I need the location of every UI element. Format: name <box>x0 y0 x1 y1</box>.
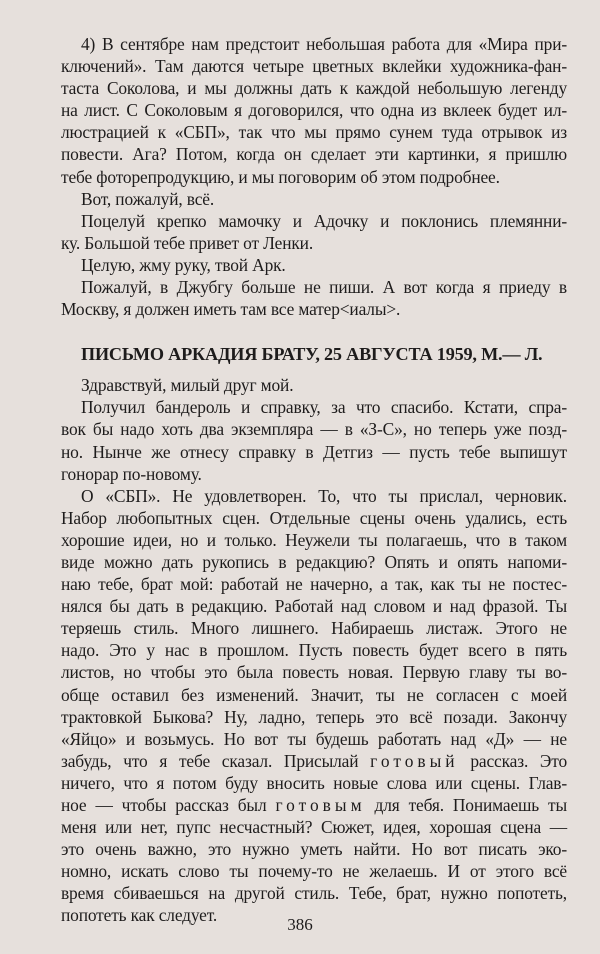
text-line: это очень важно, это нужно уметь найти. Но вот писать эко- <box>61 839 567 860</box>
text-line: повести. Ага? Потом, когда он сделает эти картинки, я пришлю <box>61 144 567 165</box>
text-line: на лист. С Соколовым я договорился, что одна из вклеек будет ил- <box>61 100 567 121</box>
letter-heading: ПИСЬМО АРКАДИЯ БРАТУ, 25 АВГУСТА 1959, М.— Л. <box>81 344 543 365</box>
text-line: обще оставил без изменений. Значит, ты не согласен с моей <box>61 684 567 705</box>
text-line: теряешь стиль. Много лишнего. Набираешь листаж. Этого не <box>61 618 567 639</box>
text-line: ку. Большой тебе привет от Ленки. <box>61 232 314 253</box>
letter-continuation <box>61 33 567 320</box>
text-line: номно, искать слово ты почему-то не желаешь. И от этого всё <box>61 861 567 882</box>
text-line: меня или нет, пупс несчастный? Сюжет, идея, хорошая сцена — <box>61 817 567 838</box>
text-line: гонорар по-новому. <box>61 463 202 484</box>
text-line-emphasis <box>61 750 567 772</box>
text-line: попотеть как следует. <box>61 905 218 926</box>
book-page-text <box>61 33 567 927</box>
text-line: Здравствуй, милый друг мой. <box>81 375 294 396</box>
text-line: но. Нынче же отнесу справку в Детгиз — пусть тебе выпишут <box>61 441 567 462</box>
text-line: Поцелуй крепко мамочку и Адочку и поклонись племянни- <box>81 210 567 231</box>
text-line: Москву, я должен иметь там все матер<иалы>. <box>61 299 401 320</box>
spaced-emphasis-word: готовым <box>275 795 366 815</box>
text-line: виде можно дать рукопись в редакцию? Опять и опять напоми- <box>61 551 567 572</box>
text-line: Целую, жму руку, твой Арк. <box>81 254 286 275</box>
page-number: 386 <box>287 915 313 934</box>
text-line: хорошие идеи, но и только. Неужели ты полагаешь, что в таком <box>61 529 567 550</box>
text-line: ничего, что я потом буду вносить новые слова или сцены. Глав- <box>61 772 567 793</box>
text-line: наю тебе, брат мой: работай не начерно, а так, как ты не постес- <box>61 574 567 595</box>
text-line: О «СБП». Не удовлетворен. То, что ты прислал, черновик. <box>81 485 567 506</box>
text-segment: забудь, что я тебе сказал. Присылай <box>61 750 371 771</box>
text-segment: для тебя. Понимаешь ты <box>365 795 567 815</box>
text-line: листов, но чтобы это была повесть новая. Первую главу ты во- <box>61 662 567 683</box>
text-line: таста Соколова, и мы должны дать к каждой небольшую легенду <box>61 78 567 99</box>
text-line: ключений». Там даются четыре цветных вклейки художника-фан- <box>61 56 567 77</box>
text-line-emphasis <box>61 794 567 816</box>
letter-body <box>61 374 567 926</box>
text-line: нялся бы дать в редакцию. Работай над словом и над фразой. Ты <box>61 596 567 617</box>
text-segment: рассказ. Это <box>458 750 568 771</box>
text-line: тебе фоторепродукцию, и мы поговорим об этом подробнее. <box>61 166 500 187</box>
text-line: «Яйцо» и возьмусь. Но вот ты будешь работать над «Д» — не <box>61 728 567 749</box>
text-line: 4) В сентябре нам предстоит небольшая работа для «Мира при- <box>81 34 567 54</box>
text-line: люстрацией к «СБП», так что мы прямо сунем туда отрывок из <box>61 122 567 143</box>
spaced-emphasis-word: готовый <box>370 750 459 771</box>
text-segment: ное — чтобы рассказ был <box>61 795 276 815</box>
text-line: надо. Это у нас в прошлом. Пусть повесть будет всего в пять <box>61 640 567 661</box>
text-line: трактовкой Быкова? Ну, ладно, теперь это всё позади. Закончу <box>61 706 567 727</box>
text-line: Набор любопытных сцен. Отдельные сцены очень удались, есть <box>61 507 567 528</box>
text-line: вок бы надо хоть два экземпляра — в «З-С», но теперь уже позд- <box>61 419 567 440</box>
text-line: Пожалуй, в Джубгу больше не пиши. А вот когда я приеду в <box>81 277 567 298</box>
text-line: Вот, пожалуй, всё. <box>81 188 215 209</box>
text-line: время сбиваешься на другой стиль. Тебе, брат, нужно попотеть, <box>61 883 567 904</box>
text-line: Получил бандероль и справку, за что спасибо. Кстати, спра- <box>81 397 567 418</box>
